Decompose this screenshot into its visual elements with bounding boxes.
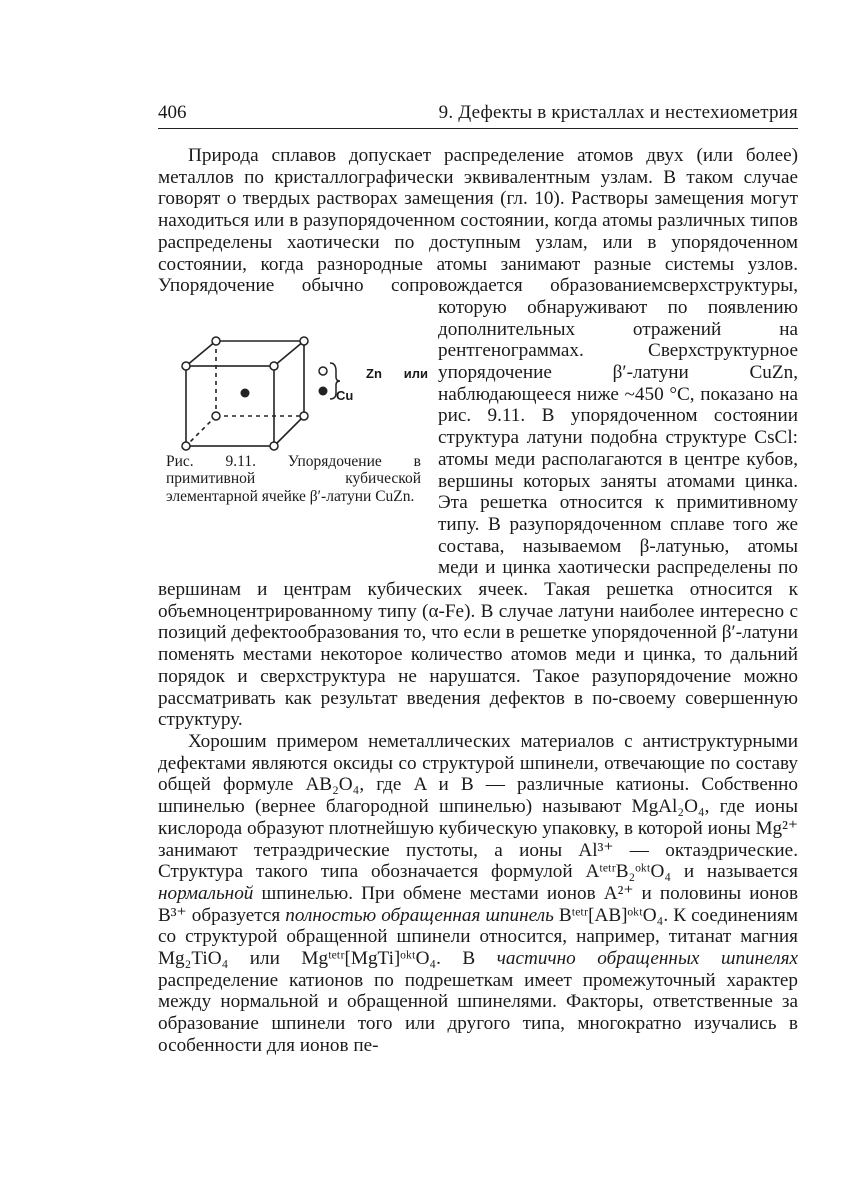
spinel-text-4: распределение катионов по подрешеткам имеет промежуточный характер между нормальной и обращенной шпинелями. Факторы, ответственные за образование шпинели того или другого типа, многократно изучались в особенности для ионов пе- bbox=[158, 969, 798, 1056]
corner-atom bbox=[212, 337, 220, 345]
corner-atom bbox=[270, 362, 278, 370]
legend-open-circle-icon bbox=[319, 367, 327, 375]
legend-filled-circle-icon bbox=[319, 386, 328, 395]
spinel-text-1: Хорошим примером неметаллических материалов с антиструктурными дефектами являются оксиды со структурой шпинели, отвечающие по составу общей формуле AB₂O₄, где A и B — различные катионы. Собственно шпинелью (вернее благородной шпинелью) называют MgAl₂O₄, где ионы кислорода образуют плотнейшую кубическую упаковку, в которой ионы Mg²⁺ занимают тетраэдрические пустоты, а ионы Al³⁺ — октаэдрические. Структура такого типа обозначается формулой AᵗᵉᵗʳB₂ᵒᵏᵗO₄ и называется bbox=[158, 730, 798, 883]
spinel-text-2: шпинелью. При обмене местами ионов A²⁺ и половины ионов B³⁺ образуется bbox=[158, 882, 798, 926]
corner-atom bbox=[182, 442, 190, 450]
paragraph-spinel bbox=[158, 731, 798, 1057]
running-header bbox=[158, 100, 798, 129]
corner-atom bbox=[270, 442, 278, 450]
center-atom bbox=[241, 388, 250, 397]
corner-atom bbox=[300, 412, 308, 420]
page-number: 406 bbox=[158, 102, 187, 123]
legend-label: Zn или Cu bbox=[336, 365, 428, 403]
figure-9-11 bbox=[158, 303, 428, 561]
spinel-italic-1: нормальной bbox=[158, 882, 254, 904]
paragraph-alloys-part2: сверхструктуры, которую обнаруживают по появлению дополнительных отражений на рентгенограммах. Сверхструктурное упорядочение β′-латуни CuZn, наблюдающееся ниже ~450 °C, показано на рис. 9.11. В упорядоченном состоянии структура латуни подобна структуре CsCl: атомы меди располагаются в центре кубов, вершины которых заняты атомами цинка. Эта решетка относится к примитивному типу. В разупорядоченном сплаве того же состава, называемом β-латунью, атомы меди и цинка хаотически распределены по вершинам и центрам кубических ячеек. Такая решетка относится к объемноцентрированному типу (α-Fe). В случае латуни наиболее интересно с позиций дефектообразования то, что если в решетке упорядоченной β′-латуни поменять местами некоторое количество атомов меди и цинка, то дальний порядок и сверхструктура не нарушатся. Такое разупорядочение можно рассматривать как результат введения дефектов в по-своему совершенную структуру. bbox=[158, 275, 798, 731]
figure-caption: Рис. 9.11. Упорядочение в примитивной кубической элементарной ячейке β′-латуни CuZn. bbox=[166, 452, 421, 505]
spinel-italic-2: полностью обращенная шпинель bbox=[285, 904, 554, 926]
paragraph-alloys bbox=[158, 145, 798, 731]
corner-atom bbox=[300, 337, 308, 345]
corner-atom bbox=[212, 412, 220, 420]
main-text bbox=[158, 145, 798, 1057]
spinel-italic-3: частично обращенных шпинелях bbox=[496, 948, 799, 970]
chapter-title: 9. Дефекты в кристаллах и нестехиометрия bbox=[438, 102, 798, 123]
spinel-text-3: Bᵗᵉᵗʳ[AB]ᵒᵏᵗO₄. К соединениям со структурой обращенной шпинели относится, например, титанат магния Mg₂TiO₄ или Mgᵗᵉᵗʳ[MgTi]ᵒᵏᵗO₄. В bbox=[158, 904, 798, 970]
paragraph-alloys-part1: Природа сплавов допускает распределение атомов двух (или более) металлов по кристаллографически эквивалентным узлам. В таком случае говорят о твердых растворах замещения (гл. 10). Растворы замещения могут находиться или в разупорядоченном состоянии, когда атомы различных типов распределены хаотически по доступным узлам, или в упорядоченном состоянии, когда разнородные атомы занимают разные системы узлов. Упорядочение обычно сопровождается образованием bbox=[158, 145, 798, 297]
corner-atom bbox=[182, 362, 190, 370]
